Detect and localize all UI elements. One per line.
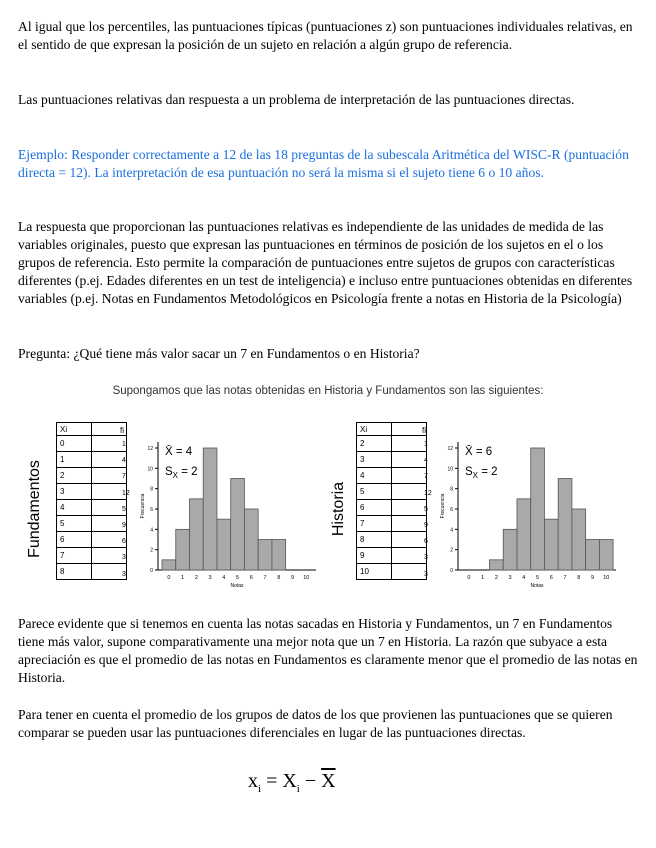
fi-value: 4 [424,457,428,465]
table-row [57,484,127,500]
x-tick-label: 4 [222,575,226,581]
table-row [57,436,127,452]
formula-mean: $\overline{X}$ [321,770,336,792]
fi-value: 3 [424,570,428,578]
x-tick-label: 10 [303,575,310,581]
formula-minus: − [299,770,322,792]
sd-symbol: S [165,466,173,478]
y-tick-label: 12 [147,446,153,452]
histogram-bar [203,448,217,570]
sd-value: = 2 [178,466,198,478]
y-axis-title: Frecuencia [140,493,146,519]
table-cell-xi: 5 [57,516,92,532]
formula-sub-2: i [296,783,300,795]
y-tick-label: 6 [150,507,153,513]
table-cell-xi: 3 [357,452,392,468]
histogram-bar [176,529,190,570]
table-cell-fi [392,516,427,532]
sd-annotation [165,466,198,480]
table-cell-xi: 1 [57,452,92,468]
table-cell-xi: 6 [57,532,92,548]
x-tick-label: 7 [263,575,267,581]
fi-value: 5 [424,505,428,513]
fi-value: 3 [122,554,126,562]
x-axis-title: Notas [230,583,244,589]
histogram-bar [258,540,272,571]
x-tick-label: 8 [277,575,281,581]
table-cell-fi [392,436,427,452]
fundamentos-histogram [130,430,330,590]
table-cell-xi: 8 [57,564,92,580]
histogram-bar [189,499,203,570]
table-row [357,484,427,500]
y-tick-label: 8 [450,486,453,493]
table-cell-xi: 9 [357,548,392,564]
table-row [357,564,427,580]
table-row [357,516,427,532]
fi-value: 7 [424,473,428,481]
sd-subscript: X [472,471,479,480]
table-row [57,532,127,548]
histogram-bar [531,448,545,570]
fi-value: 7 [122,473,126,481]
y-tick-label: 0 [450,568,453,574]
table-row [57,468,127,484]
table-row [57,500,127,516]
table-row [357,436,427,452]
mean-annotation: X̄ = 4 [165,446,193,458]
historia-label: Historia [330,481,348,537]
table-cell-fi [392,564,427,580]
x-tick-label: 3 [208,575,212,581]
x-tick-label: 5 [536,575,540,581]
table-row [357,532,427,548]
table-row [57,452,127,468]
mean-annotation: X̄ = 6 [465,446,493,458]
table-cell-xi: 4 [357,468,392,484]
fi-value: 4 [122,457,126,465]
sd-subscript: X [172,471,179,480]
histogram-bar [517,499,531,570]
paragraph-differential: Para tener en cuenta el promedio de los grupos de datos de los que provienen las puntuaciones que se quieren comparar se pueden usar las puntuaciones diferenciales en lugar de las puntuaciones directas. [18,707,613,740]
fi-value: 5 [122,505,126,513]
table-cell-fi [392,532,427,548]
table-cell-xi: 7 [357,516,392,532]
formula-eq: = X [261,770,297,792]
histogram-bar [503,529,517,570]
y-tick-label: 4 [150,527,153,534]
x-tick-label: 2 [194,575,198,581]
fi-value: 3 [424,554,428,562]
table-row [357,500,427,516]
x-tick-label: 6 [249,575,253,581]
table-header-xi: Xi [57,423,92,436]
y-tick-label: 12 [447,446,453,452]
x-tick-label: 0 [467,575,471,581]
x-tick-label: 10 [603,575,610,581]
table-row [57,548,127,564]
paragraph-question: Pregunta: ¿Qué tiene más valor sacar un 7 en Fundamentos o en Historia? [18,346,420,361]
table-cell-xi: 2 [357,436,392,452]
fi-value: 6 [424,538,428,546]
y-tick-label: 2 [150,547,153,554]
historia-histogram [430,430,630,590]
table-row [357,548,427,564]
table-cell-xi: 6 [357,500,392,516]
x-tick-label: 2 [494,575,498,581]
x-tick-label: 9 [290,575,295,581]
x-axis-title: Notas [530,583,544,589]
y-tick-label: 10 [447,466,453,473]
fi-value: 9 [122,522,126,530]
y-tick-label: 4 [450,527,453,534]
x-tick-label: 4 [522,575,526,581]
y-tick-label: 6 [450,507,453,513]
table-cell-xi: 3 [57,484,92,500]
table-row [357,452,427,468]
fi-value: 9 [424,522,428,530]
x-tick-label: 7 [563,575,567,581]
sd-value: = 2 [478,466,498,478]
paragraph-relative-scores: Las puntuaciones relativas dan respuesta a un problema de interpretación de las puntuaciones directas. [18,92,575,107]
fi-value: 1 [122,441,126,448]
fundamentos-fi-column [122,437,130,583]
formula-sub: i [258,783,262,795]
histogram-bar [489,560,503,570]
histogram-bar [217,519,231,570]
histogram-bar [272,540,286,571]
histogram-bar [586,540,600,571]
table-cell-xi: 7 [57,548,92,564]
historia-table [356,422,427,580]
x-tick-label: 8 [577,575,581,581]
figure-title: Supongamos que las notas obtenidas en Historia y Fundamentos son las siguientes: [112,385,544,397]
fi-value: 3 [122,570,126,578]
paragraph-conclusion: Parece evidente que si tenemos en cuenta las notas sacadas en Historia y Fundamentos, un 7 en Fundamentos tiene más valor, supone comparativamente una mejor nota que un 7 en Historia. La razón que subyace a esta apreciación es que el promedio de las notas en Fundamentos es claramente menor que el promedio de las notas en Historia. [18,616,638,685]
table-row [357,468,427,484]
histogram-bar [599,540,613,571]
table-cell-xi: 10 [357,564,392,580]
y-tick-label: 0 [150,568,153,574]
x-tick-label: 1 [481,575,485,581]
table-cell-xi: 4 [57,500,92,516]
histogram-bar [231,479,245,571]
table-cell-fi [392,484,427,500]
fi-value: 12 [424,489,432,497]
historia-fi-header: fi [422,426,426,435]
y-tick-label: 8 [150,486,153,493]
table-cell-fi [392,500,427,516]
histogram-bar [162,560,176,570]
table-cell-xi: 8 [357,532,392,548]
table-cell-fi [392,548,427,564]
table-row [57,516,127,532]
paragraph-intro: Al igual que los percentiles, las puntuaciones típicas (puntuaciones z) son puntuaciones individuales relativas, en el sentido de que expresan la posición de un sujeto en relación a algún grupo de referencia. [18,19,633,52]
table-cell-fi [392,452,427,468]
x-tick-label: 1 [181,575,185,581]
differential-score-formula [248,770,336,795]
x-tick-label: 3 [508,575,512,581]
table-row [57,564,127,580]
y-tick-label: 10 [147,466,153,473]
table-cell-xi: 5 [357,484,392,500]
histogram-bar [558,479,572,571]
y-axis-title: Frecuencia [440,493,446,519]
fundamentos-table [56,422,127,580]
x-tick-label: 5 [236,575,240,581]
formula-lhs: x [248,770,258,792]
x-tick-label: 9 [590,575,595,581]
paragraph-example: Ejemplo: Responder correctamente a 12 de las 18 preguntas de la subescala Aritmética del WISC-R (puntuación directa = 12). La interpretación de esa puntuación no será la misma si el sujeto tiene 6 o 10 años. [18,147,629,180]
x-tick-label: 6 [549,575,553,581]
paragraph-explanation: La respuesta que proporcionan las puntuaciones relativas es independiente de las unidades de medida de las variables originales, puesto que expresan las puntuaciones en términos de posición de los sujetos en el o los grupos de referencia. Esto permite la comparación de puntuaciones entre sujetos de grupos con características diferentes (p.ej. Edades diferentes en un test de inteligencia) e incluso entre puntuaciones obtenidas en diferentes variables (p.ej. Notas en Fundamentos Metodológicos en Psicología frente a notas en Historia de la Psicología) [18,219,633,306]
y-tick-label: 2 [450,547,453,554]
histogram-bar [244,509,258,570]
sd-symbol: S [465,466,473,478]
fundamentos-fi-header: fi [120,426,124,435]
fi-value: 1 [424,441,428,448]
table-cell-xi: 2 [57,468,92,484]
x-tick-label: 0 [167,575,171,581]
table-cell-xi: 0 [57,436,92,452]
table-header-xi: Xi [357,423,392,436]
histogram-bar [572,509,586,570]
sd-annotation [465,466,498,480]
fi-value: 12 [122,489,130,497]
fi-value: 6 [122,538,126,546]
fundamentos-label: Fundamentos [25,460,43,558]
histogram-bar [544,519,558,570]
table-cell-fi [392,468,427,484]
